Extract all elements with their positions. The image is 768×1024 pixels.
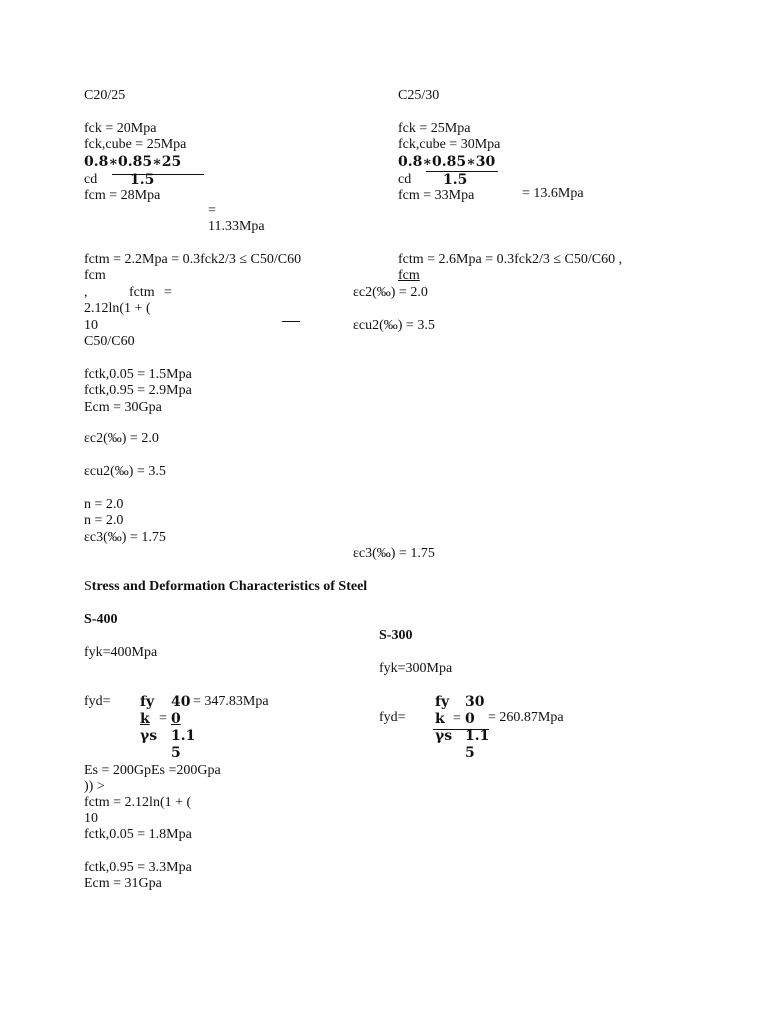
fcm-right: fcm = 33Mpa [398,188,475,203]
ec3-right: εc3(‰) = 1.75 [353,546,435,561]
s300-denominator-2: 5 [465,745,475,761]
equals-sign-left-2: = [164,285,172,300]
s400-es: Es = 200GpEs =200Gpa [84,763,221,778]
s300-numerator-1: 30 [465,694,485,710]
s400-misc: )) > [84,779,105,794]
ecu2-left: εcu2(‰) = 3.5 [84,464,166,479]
fctm-label-left: fctm [129,285,155,300]
comma-left: , [84,285,88,300]
fck-cube-right: fck,cube = 30Mpa [398,137,501,152]
fcm-left: fcm = 28Mpa [84,188,161,203]
fraction-bar-left [112,174,204,175]
heading-rest: tress and Deformation Characteristics of Steel [91,579,368,594]
fck-right: fck = 25Mpa [398,121,471,136]
n-left-1: n = 2.0 [84,497,124,512]
fctm-right: fctm = 2.6Mpa = 0.3fck2/3 ≤ C50/C60 , [398,252,623,267]
s400-fyk: fyk=400Mpa [84,645,158,660]
s300-equals: = [453,711,461,726]
s400-ecm: Ecm = 31Gpa [84,876,162,891]
fck-left: fck = 20Mpa [84,121,157,136]
s400-fctm: fctm = 2.12ln(1 + ( [84,795,192,810]
s300-denominator-1: 1.1 [465,728,490,744]
fcd-formula-right: 0.8∗0.85∗30 [398,154,496,170]
s400-fctk005: fctk,0.05 = 1.8Mpa [84,827,192,842]
s400-fyd-label: fyd= [84,694,111,709]
fctm-left: fctm = 2.2Mpa = 0.3fck2/3 ≤ C50/C60 [84,252,302,267]
s400-k-symbol: k [140,711,150,727]
s400-denominator-1: 1.1 [171,728,196,744]
ec2-right: εc2(‰) = 2.0 [353,285,428,300]
fcd-denominator-right: 1.5 [443,172,468,188]
fctk095-left: fctk,0.95 = 2.9Mpa [84,383,192,398]
s400-ten: 10 [84,811,98,826]
fcd-result-left: 11.33Mpa [208,219,265,234]
s300-result: = 260.87Mpa [488,710,564,725]
fcd-formula-left: 0.8∗0.85∗25 [84,154,182,170]
s300-k-symbol: k [435,711,445,727]
s400-numerator-2: 0 [171,711,181,727]
s400-numerator-1: 40 [171,694,191,710]
s400-fy-symbol: fy [140,694,155,710]
ecu2-right: εcu2(‰) = 3.5 [353,318,435,333]
s400-fctk095: fctk,0.95 = 3.3Mpa [84,860,192,875]
fcm-word-left: fcm [84,268,106,283]
s400-result: = 347.83Mpa [193,694,269,709]
grade-c20-25: C20/25 [84,88,126,103]
s300-fyk: fyk=300Mpa [379,661,453,676]
s300-fyd-label: fyd= [379,710,406,725]
fctk005-left: fctk,0.05 = 1.5Mpa [84,367,192,382]
ec2-left: εc2(‰) = 2.0 [84,431,159,446]
short-rule-left [282,321,300,322]
s300-numerator-2: 0 [465,711,475,727]
s300-gamma-symbol: γs [435,728,453,744]
ec3-left: εc3(‰) = 1.75 [84,530,166,545]
steel-section-heading [84,579,367,595]
n-left-2: n = 2.0 [84,513,124,528]
fcm-word-right: fcm [398,268,420,283]
fck-cube-left: fck,cube = 25Mpa [84,137,187,152]
heading-first-letter: S [84,579,92,594]
ln-formula-left: 2.12ln(1 + ( [84,301,151,316]
cd-right: cd [398,172,412,187]
s300-title: S-300 [379,628,413,643]
s400-equals: = [159,711,167,726]
grade-c25-30: C25/30 [398,88,440,103]
equals-sign-left: = [208,203,216,218]
s400-denominator-2: 5 [171,745,181,761]
ecm-left: Ecm = 30Gpa [84,400,162,415]
fcd-denominator-left: 1.5 [130,172,155,188]
s400-title: S-400 [84,612,118,627]
s400-gamma-symbol: γs [140,728,158,744]
ten-left: 10 [84,318,98,333]
class-limit-left: C50/C60 [84,334,135,349]
s300-fy-symbol: fy [435,694,450,710]
fcd-result-right: = 13.6Mpa [522,186,584,201]
cd-left: cd [84,172,98,187]
